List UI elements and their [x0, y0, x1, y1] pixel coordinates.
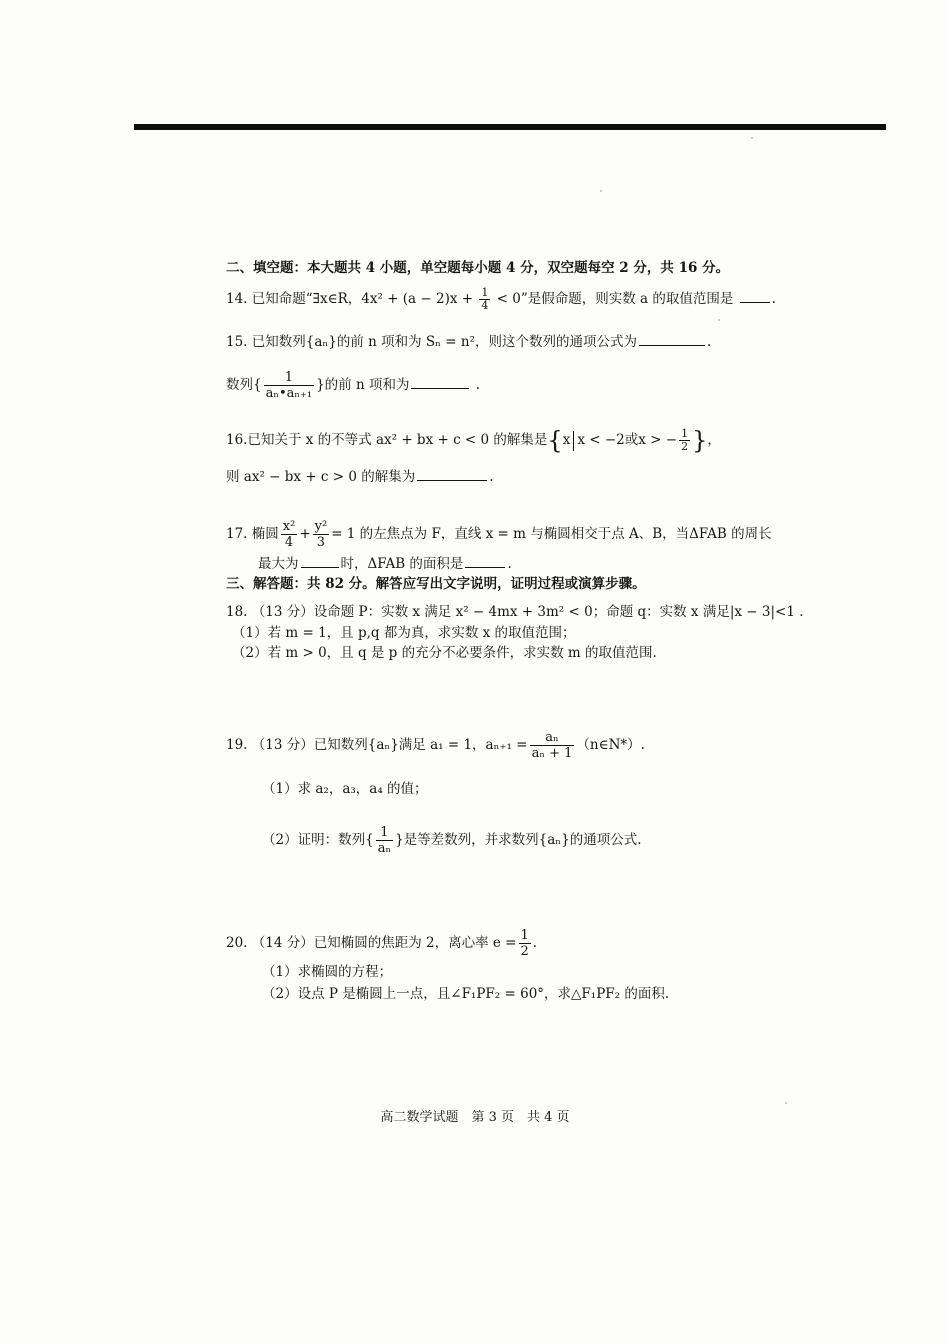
question-17-line2: 最大为 时，ΔFAB 的面积是 . — [258, 556, 512, 572]
fraction: $\frac{\text{aₙ}}{\text{aₙ + 1}}$ — [531, 730, 573, 761]
question-19-part1: （1）求 a₂，a₃，a₄ 的值； — [262, 781, 428, 797]
question-16: 16.已知关于 x 的不等式 ax² + bx + c < 0 的解集是{x x < −2或x > − $\frac{1}{2}$ }， — [226, 426, 721, 455]
section2-heading: 二、填空题：本大题共 4 小题，单空题每小题 4 分，双空题每空 2 分，共 16 分。 — [226, 260, 730, 276]
set-bar — [573, 431, 574, 451]
question-19: 19. （13 分）已知数列{aₙ}满足 a₁ = 1，aₙ₊₁ = $\frac{\text{aₙ}}{\text{aₙ + 1}}$ （n∈N*）. — [226, 730, 645, 761]
answer-blank[interactable] — [465, 555, 505, 568]
scan-speck — [785, 1102, 787, 1104]
question-20-part2: （2）设点 P 是椭圆上一点，且∠F₁PF₂ = 60°，求△F₁PF₂ 的面积. — [262, 986, 670, 1002]
question-16-line2: 则 ax² − bx + c > 0 的解集为 . — [226, 469, 494, 485]
question-17: 17. 椭圆 $\frac{\text{x²}}{4}$ + $\frac{\text{y²}}{3}$ = 1 的左焦点为 F，直线 x = m 与椭圆相交于点 A、B，当ΔFAB 的周长 — [226, 519, 772, 550]
page-footer: 高二数学试题 第 3 页 共 4 页 — [380, 1110, 570, 1125]
fraction: $\frac{1}{2}$ — [681, 427, 689, 453]
section3-heading: 三、解答题：共 82 分。解答应写出文字说明，证明过程或演算步骤。 — [226, 576, 646, 592]
fraction: $\frac{1}{2}$ — [520, 928, 529, 959]
question-18-part2: （2）若 m > 0，且 q 是 p 的充分不必要条件，求实数 m 的取值范围. — [232, 645, 657, 661]
fraction: $\frac{1}{\text{aₙ•aₙ₊₁}}$ — [265, 370, 313, 401]
fraction: $\frac{\text{y²}}{3}$ — [314, 519, 328, 550]
question-19-part2: （2）证明：数列{ $\frac{1}{\text{aₙ}}$ }是等差数列，并求数列{aₙ}的通项公式. — [262, 825, 642, 856]
fraction: $\frac{1}{\text{aₙ}}$ — [377, 825, 392, 856]
question-20: 20. （14 分）已知椭圆的焦距为 2，离心率 e = $\frac{1}{2}$ . — [226, 928, 538, 959]
answer-blank[interactable] — [417, 468, 487, 481]
answer-blank[interactable] — [639, 333, 705, 346]
fraction: $\frac{\text{x²}}{4}$ — [282, 519, 296, 550]
question-15-line2: 数列{ $\frac{1}{\text{aₙ•aₙ₊₁}}$ }的前 n 项和为 . — [226, 370, 481, 401]
question-18: 18. （13 分）设命题 P：实数 x 满足 x² − 4mx + 3m² < 0；命题 q：实数 x 满足|x − 3|<1 . — [226, 604, 804, 620]
fraction: $\frac{1}{4}$ — [481, 286, 489, 312]
answer-blank[interactable] — [411, 376, 469, 389]
answer-blank[interactable] — [740, 290, 770, 303]
top-rule — [134, 124, 886, 130]
scan-speck — [718, 319, 720, 321]
answer-blank[interactable] — [301, 555, 339, 568]
question-15: 15. 已知数列{aₙ}的前 n 项和为 Sₙ = n²，则这个数列的通项公式为 . — [226, 334, 712, 350]
question-20-part1: （1）求椭圆的方程； — [262, 964, 393, 980]
scan-speck — [751, 137, 753, 139]
question-18-part1: （1）若 m = 1，且 p,q 都为真，求实数 x 的取值范围； — [232, 625, 576, 641]
scan-speck — [600, 190, 602, 192]
question-14: 14. 已知命题“∃x∈R，4x² + (a − 2)x + $\frac{1}{4}$ < 0”是假命题，则实数 a 的取值范围是 . — [226, 286, 776, 312]
